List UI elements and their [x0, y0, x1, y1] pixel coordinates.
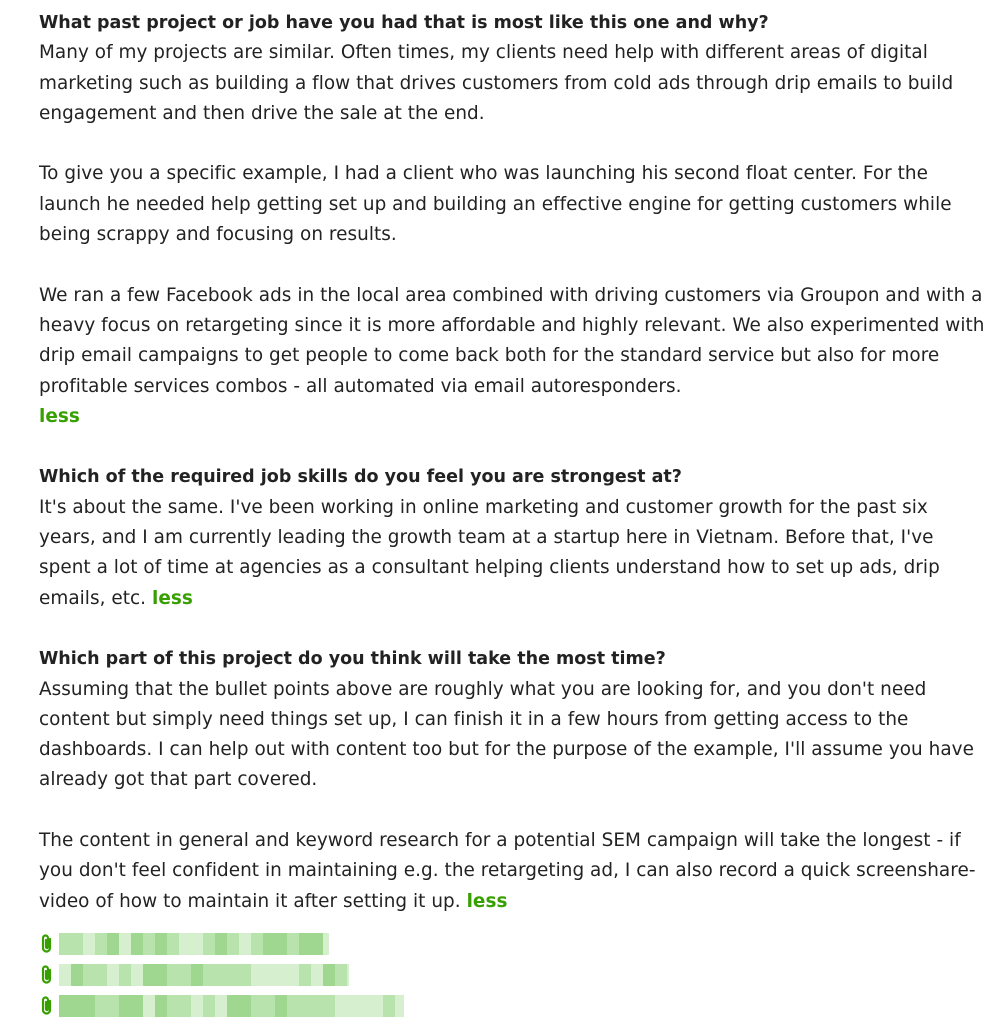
answer-paragraph: To give you a specific example, I had a client who was launching his second float center. For the launch he needed help getting set up and building an effective engine for getting customers while being scrappy and focusing on results. — [39, 163, 952, 246]
blur-pixel — [203, 995, 215, 1017]
blur-pixel — [263, 933, 275, 955]
answer-paragraph: Many of my projects are similar. Often times, my clients need help with different areas of digital marketing such as building a flow that drives customers from cold ads through drip emails to build engagement and then drive the sale at the end. — [39, 42, 954, 124]
blur-pixel — [95, 995, 107, 1017]
blur-pixel — [95, 933, 107, 955]
blur-pixel — [311, 964, 323, 986]
blur-pixel — [275, 933, 287, 955]
blur-pixel — [227, 995, 239, 1017]
qa-item — [39, 462, 989, 613]
blur-pixel — [95, 964, 107, 986]
blur-pixel — [311, 933, 323, 955]
blur-pixel — [191, 933, 203, 955]
blur-pixel — [251, 964, 263, 986]
blur-pixel — [143, 933, 155, 955]
blur-pixel — [215, 964, 227, 986]
answer-paragraph — [39, 826, 989, 917]
blur-pixel — [131, 964, 143, 986]
blur-pixel — [239, 933, 251, 955]
blur-pixel — [131, 933, 143, 955]
blur-pixel — [179, 933, 191, 955]
blur-pixel — [227, 964, 239, 986]
blur-pixel — [167, 995, 179, 1017]
blur-pixel — [311, 995, 323, 1017]
attachment-item[interactable] — [39, 990, 404, 1021]
blur-pixel — [179, 995, 191, 1017]
blur-pixel — [287, 995, 299, 1017]
blur-pixel — [287, 933, 299, 955]
less-link[interactable]: less — [151, 587, 193, 609]
blur-pixel — [335, 995, 347, 1017]
blur-pixel — [143, 995, 155, 1017]
blur-pixel — [383, 995, 395, 1017]
blur-pixel — [131, 995, 143, 1017]
answer-text: We ran a few Facebook ads in the local area combined with driving customers via Groupon and with a heavy focus on retargeting since it is more affordable and highly relevant. We also experimented with drip email campaigns to get people to come back both for the standard service but also for more profitable services combos - all automated via email autoresponders. — [39, 284, 985, 397]
blur-pixel — [71, 995, 83, 1017]
blurred-filename — [59, 933, 329, 955]
attachment-item[interactable] — [39, 928, 404, 959]
blur-pixel — [227, 933, 239, 955]
answer-text: It's about the same. I've been working in online marketing and customer growth for the past six years, and I am currently leading the growth team at a startup here in Vietnam. Before that, I've spent a lot of time at agencies as a consultant helping clients understand how to set up ads, drip emails, etc. — [39, 496, 940, 609]
blur-pixel — [155, 995, 167, 1017]
blur-pixel — [359, 995, 371, 1017]
blur-pixel — [215, 995, 227, 1017]
blur-pixel — [395, 995, 404, 1017]
blur-pixel — [83, 995, 95, 1017]
blur-pixel — [155, 933, 167, 955]
blur-pixel — [119, 933, 131, 955]
blur-pixel — [299, 933, 311, 955]
qa-item — [39, 644, 989, 917]
blur-pixel — [119, 964, 131, 986]
blur-pixel — [203, 933, 215, 955]
paperclip-icon — [39, 964, 55, 986]
blur-pixel — [299, 964, 311, 986]
blur-pixel — [191, 964, 203, 986]
blur-pixel — [59, 995, 71, 1017]
answer-paragraph — [39, 281, 989, 432]
blur-pixel — [275, 964, 287, 986]
blur-pixel — [203, 964, 215, 986]
blur-pixel — [83, 964, 95, 986]
blur-pixel — [299, 995, 311, 1017]
blur-pixel — [323, 933, 329, 955]
less-link[interactable]: less — [39, 405, 80, 427]
blur-pixel — [167, 964, 179, 986]
blur-pixel — [239, 964, 251, 986]
blur-pixel — [275, 995, 287, 1017]
blur-pixel — [107, 964, 119, 986]
question-heading: Which part of this project do you think will take the most time? — [39, 649, 666, 670]
blur-pixel — [251, 995, 263, 1017]
blurred-filename — [59, 964, 349, 986]
blur-pixel — [107, 933, 119, 955]
blur-pixel — [263, 995, 275, 1017]
blur-pixel — [347, 964, 349, 986]
blur-pixel — [335, 964, 347, 986]
blur-pixel — [155, 964, 167, 986]
blur-pixel — [215, 933, 227, 955]
question-heading: Which of the required job skills do you feel you are strongest at? — [39, 467, 682, 488]
blur-pixel — [83, 933, 95, 955]
answer-text: The content in general and keyword research for a potential SEM campaign will take the longest - if you don't feel confident in maintaining e.g. the retargeting ad, I can also record a quick screenshare-video of how to maintain it after setting it up. — [39, 830, 976, 912]
blur-pixel — [239, 995, 251, 1017]
paperclip-icon — [39, 933, 55, 955]
blur-pixel — [263, 964, 275, 986]
qa-item — [39, 8, 989, 432]
blur-pixel — [287, 964, 299, 986]
blur-pixel — [59, 933, 71, 955]
paperclip-icon — [39, 995, 55, 1017]
blur-pixel — [119, 995, 131, 1017]
blur-pixel — [71, 964, 83, 986]
blur-pixel — [179, 964, 191, 986]
blur-pixel — [107, 995, 119, 1017]
blur-pixel — [167, 933, 179, 955]
answer-paragraph — [39, 493, 989, 614]
attachment-list — [39, 928, 404, 1021]
blur-pixel — [371, 995, 383, 1017]
less-link[interactable]: less — [466, 890, 508, 912]
proposal-answers — [39, 8, 989, 917]
blur-pixel — [71, 933, 83, 955]
blur-pixel — [251, 933, 263, 955]
blur-pixel — [143, 964, 155, 986]
blurred-filename — [59, 995, 404, 1017]
question-heading: What past project or job have you had that is most like this one and why? — [39, 13, 769, 33]
blur-pixel — [347, 995, 359, 1017]
blur-pixel — [323, 964, 335, 986]
blur-pixel — [323, 995, 335, 1017]
attachment-item[interactable] — [39, 959, 404, 990]
answer-paragraph: Assuming that the bullet points above are roughly what you are looking for, and you don't need content but simply need things set up, I can finish it in a few hours from getting access to the dashboards. I can help out with content too but for the purpose of the example, I'll assume you have already got that part covered. — [39, 678, 974, 791]
blur-pixel — [59, 964, 71, 986]
blur-pixel — [191, 995, 203, 1017]
